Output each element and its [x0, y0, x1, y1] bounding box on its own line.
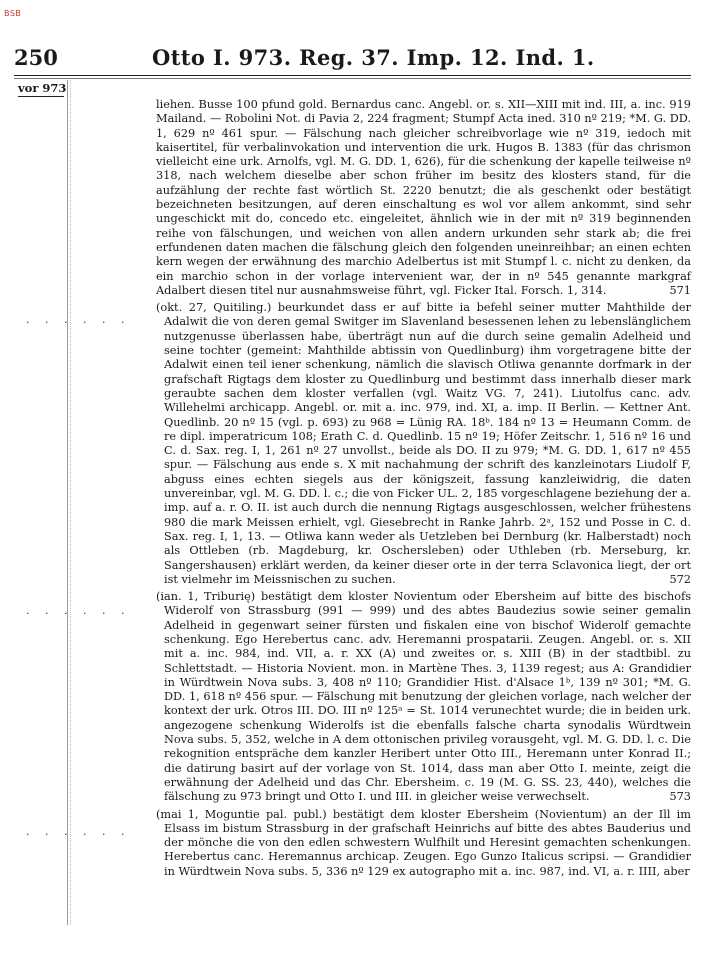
regest-entry-573	[156, 590, 691, 804]
running-title: Otto I. 973. Reg. 37. Imp. 12. Ind. 1.	[152, 45, 595, 70]
margin-dots: . . . . . .	[26, 825, 131, 838]
regest-entry-571	[156, 98, 691, 298]
header-rule-thin	[14, 78, 691, 79]
page-number: 250	[14, 45, 58, 70]
regest-entry-574	[156, 808, 691, 879]
regesta-body	[156, 98, 691, 882]
regest-number: 573	[669, 790, 691, 804]
regest-text: liehen. Busse 100 pfund gold. Bernardus canc. Angebl. or. s. XII—XIII mit ind. III, a. inc. 919 Mailand. — Robolini Not. di Pavia 2, 224 fragment; Stumpf Acta ined. 310 nº 219; *M. G. DD. 1, 629 nº 461 spur. — Fälschung nach gleicher schreibvorlage wie nº 319, iedoch mit kaisertitel, für verbalinvokation und intervention die urk. Hugos B. 1383 (für das chrismon vielleicht eine urk. Arnolfs, vgl. M. G. DD. 1, 626), für die schenkung der kapelle teilweise nº 318, nach welchem dieselbe aber schon früher im besitz des klosters stand, für die aufzählung der rechte fast wörtlich St. 2220 benutzt; die als geschenkt oder bestätigt bezeichneten besitzungen, auf deren einschaltung es wol vor allem ankommt, sind sehr ungeschickt mit do, concedo etc. eingeleitet, ähnlich wie in der mit nº 319 beginnenden reihe von fälschungen, und weichen von allen andern urkunden sehr stark ab; die frei erfundenen daten machen die fälschung gleich den folgenden uneinreihbar; an einen echten kern wegen der erwähnung des marchio Adelbertus ist mit Stumpf l. c. nicht zu denken, da ein marchio schon in der vorlage intervenient war, der in nº 545 genannte markgraf Adalbert diesen titel nur ausnahmsweise führt, vgl. Ficker Ital. Forsch. 1, 314.	[156, 98, 691, 297]
library-stamp: BSB	[4, 9, 22, 18]
header-rule	[14, 75, 691, 76]
regest-number: 572	[669, 572, 691, 586]
margin-rule	[18, 96, 64, 97]
margin-dots: . . . . . .	[26, 604, 131, 617]
regest-text: (okt. 27, Quitiling.) beurkundet dass er auf bitte ia befehl seiner mutter Mahthilde der Adalwit die von deren gemal Switger im Slavenland besessenen lehen zu lebenslänglichem nutzgenusse überlassen habe, überträgt nun auf die durch seine gemalin Adelheid und seine tochter (gemeint: Mahthilde abtissin von Quedlinburg) ihm vorgetragene bitte der Adalwit einen teil iener schenkung, nämlich die slavisch Otliwa genannte dorfmark in der grafschaft Rigtags dem kloster zu Quedlinburg und bestimmt dass innerhalb dieser mark geraubte sachen dem kloster verfallen (vgl. Waitz VG. 7, 241). Liutolfus canc. adv. Willehelmi archicapp. Angebl. or. mit a. inc. 979, ind. XI, a. imp. II Berlin. — Kettner Ant. Quedlinb. 20 nº 15 (vgl. p. 693) zu 968 = Lünig RA. 18ᵇ. 184 nº 13 = Heumann Comm. de re dipl. imperatricum 108; Erath C. d. Quedlinb. 15 nº 19; Höfer Zeitschr. 1, 516 nº 16 und C. d. Sax. reg. I, 1, 261 nº 27 unvollst., beide als DO. II zu 979; *M. G. DD. 1, 617 nº 455 spur. — Fälschung aus ende s. X mit nachahmung der schrift des kanzleinotars Liudolf F, abguss eines echten siegels aus der königszeit, fassung kanzleiwidrig, die daten unvereinbar, vgl. M. G. DD. l. c.; die von Ficker UL. 2, 185 vorgeschlagene beziehung der a. imp. auf a. r. O. II. ist auch durch die nennung Rigtags ausgeschlossen, welcher frühestens 980 die mark Meissen erhielt, vgl. Giesebrecht in Ranke Jahrb. 2ᵃ, 152 und Posse in C. d. Sax. reg. I, 1, 13. — Otliwa kann weder als Uetzleben bei Dernburg (kr. Halberstadt) noch als Ottleben (rb. Magdeburg, kr. Oschersleben) oder Uthleben (rb. Merseburg, kr. Sangershausen) erklärt werden, da keiner dieser orte in der terra Sclavonica liegt, der ort ist vielmehr im Meissnischen zu suchen.	[156, 301, 691, 586]
regest-entry-572	[156, 301, 691, 587]
regest-number: 571	[669, 283, 691, 297]
regest-text: (ian. 1, Triburię) bestätigt dem kloster Novientum oder Ebersheim auf bitte des bischofs Widerolf von Strassburg (991 — 999) und des abtes Baudezius sowie seiner gemalin Adelheid in gegenwart seiner fürsten und fiskalen eine von bischof Widerolf gemachte schenkung. Ego Herebertus canc. adv. Heremanni prospatarii. Zeugen. Angebl. or. s. XII mit a. inc. 984, ind. VII, a. r. XX (A) und zweites or. s. XIII (B) in der stadtbibl. zu Schlettstadt. — Historia Novient. mon. in Martène Thes. 3, 1139 regest; aus A: Grandidier in Würdtwein Nova subs. 3, 408 nº 110; Grandidier Hist. d'Alsace 1ᵇ, 139 nº 301; *M. G. DD. 1, 618 nº 456 spur. — Fälschung mit benutzung der gleichen vorlage, nach welcher der kontext der urk. Otros III. DO. III nº 125ᵃ = St. 1014 verunechtet wurde; die in beiden urk. angezogene schenkung Widerolfs ist die ebenfalls falsche charta synodalis Würdtwein Nova subs. 5, 352, welche in A dem ottonischen privileg vorausgeht, vgl. M. G. DD. l. c. Die rekognition entspräche dem kanzler Heribert unter Otto III., Heremann unter Konrad II.; die datirung basirt auf der vorlage von St. 1014, dass man aber Otto I. meinte, zeigt die erwähnung der Adelheid und das Chr. Ebersheim. c. 19 (M. G. SS. 23, 440), welches die fälschung zu 973 bringt und Otto I. und III. in gleicher weise verwechselt.	[156, 590, 691, 804]
column-rule-dotted	[70, 80, 71, 925]
column-rule	[67, 80, 68, 925]
margin-date-label: vor 973	[18, 81, 67, 95]
margin-dots: . . . . . .	[26, 313, 131, 326]
regest-text: (mai 1, Moguntie pal. publ.) bestätigt dem kloster Ebersheim (Novientum) an der Ill im Elsass im bistum Strassburg in der grafschaft Heinrichs auf bitte des abtes Bauderius und der mönche die von den edlen schwestern Wulfhilt und Heresint gemachten schenkungen. Herebertus canc. Heremannus archicap. Zeugen. Ego Gunzo Italicus scripsi. — Grandidier in Würdtwein Nova subs. 5, 336 nº 129 ex autographo mit a. inc. 987, ind. VI, a. r. IIII, aber	[156, 807, 691, 878]
